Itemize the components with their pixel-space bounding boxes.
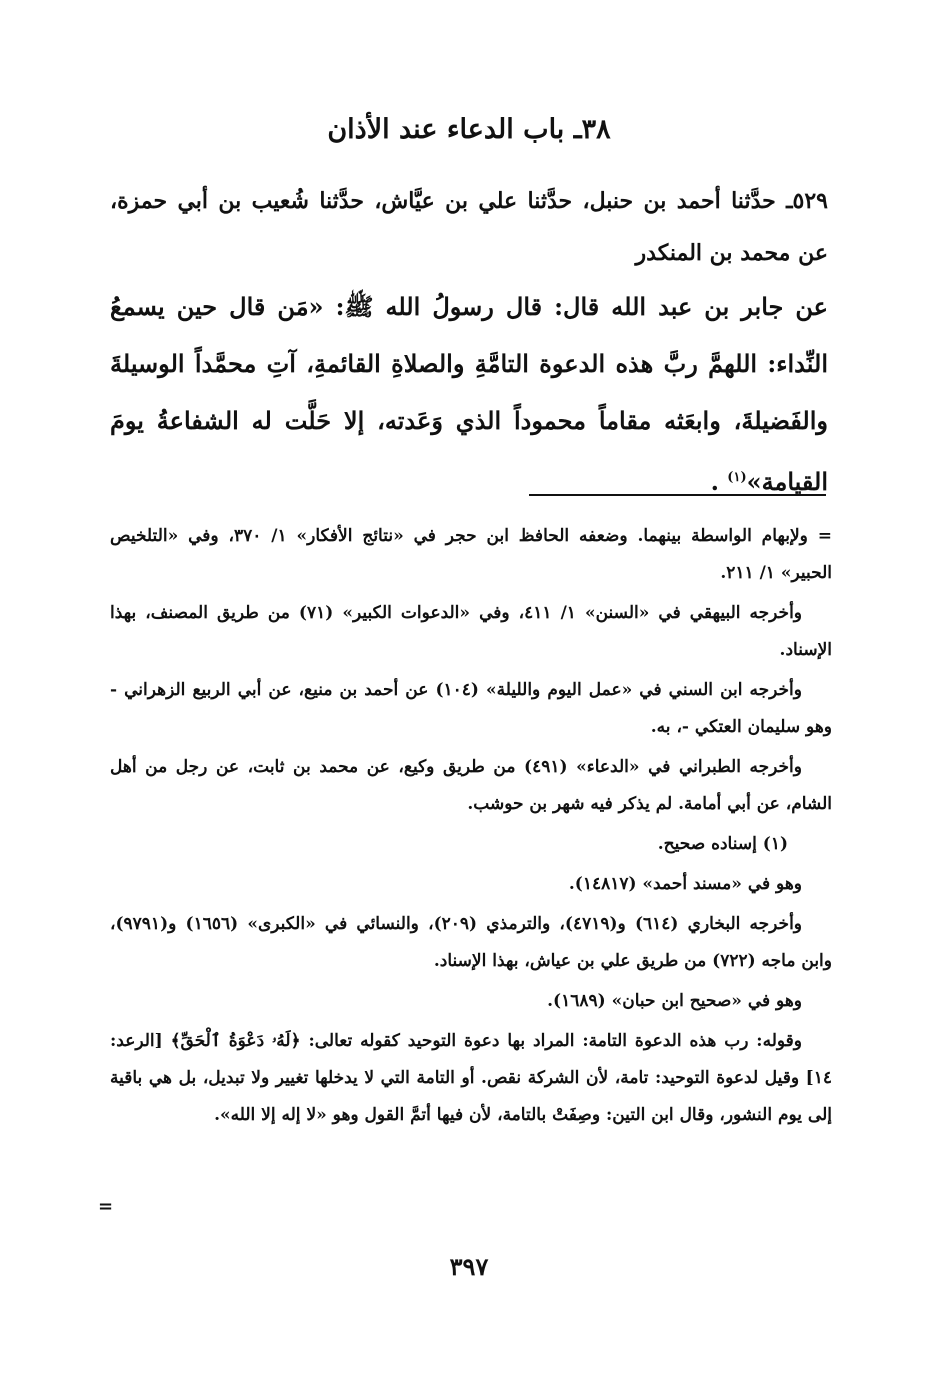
footnote-reference: (١) [727, 470, 747, 485]
page-number: ٣٩٧ [449, 1252, 489, 1281]
footnote-paragraph: وأخرجه الطبراني في «الدعاء» (٤٩١) من طريق وكيع، عن محمد بن ثابت، عن رجل من أهل الشام، عن أبي أمامة. لم يذكر فيه شهر بن حوشب. [110, 757, 832, 814]
footnote-paragraph: وأخرجه البيهقي في «السنن» ١/ ٤١١، وفي «الدعوات الكبير» (٧١) من طريق المصنف، بهذا الإسناد. [110, 603, 832, 660]
chapter-title: ٣٨ـ باب الدعاء عند الأذان [327, 114, 611, 145]
footnotes [110, 518, 832, 1137]
hadith-matn-paragraph [110, 278, 828, 510]
footnote-paragraph: وقوله: رب هذه الدعوة التامة: المراد بها دعوة التوحيد كقوله تعالى: ﴿لَهُۥ دَعْوَةُ ٱلْحَقِّ﴾ [الرعد: ١٤] وقيل لدعوة التوحيد: تامة، لأن الشركة نقص. أو التامة التي لا يدخلها تغيير ولا تبديل، بل هي باقية إلى يوم النشور، وقال ابن التين: وصِفَتْ بالتامة، لأن فيها أتمَّ القول وهو «لا إله إلا الله». [110, 1031, 832, 1125]
footnote-paragraph: = ولإبهام الواسطة بينهما. وضعفه الحافظ ابن حجر في «نتائج الأفكار» ١/ ٣٧٠، وفي «التلخيص الحبير» ١/ ٢١١. [110, 526, 832, 583]
matn-end-mark: . [710, 467, 719, 496]
footnote-paragraph: وأخرجه ابن السني في «عمل اليوم والليلة» (١٠٤) عن أحمد بن منيع، عن أبي الربيع الزهراني - وهو سليمان العتكي -، به. [110, 680, 832, 737]
hadith-matn: عن جابر بن عبد الله قال: قال رسولُ الله ﷺ: «مَن قال حين يسمعُ النِّداء: اللهمَّ ربَّ هذه الدعوة التامَّةِ والصلاةِ القائمةِ، آتِ محمَّداً الوسيلةَ والفَضيلةَ، وابعَثه مقاماً محموداً الذي وَعَدته، إلا حَلَّت له الشفاعةُ يومَ القيامة» [110, 292, 828, 496]
hadith-isnad: ٥٢٩ـ حدَّثنا أحمد بن حنبل، حدَّثنا علي بن عيَّاش، حدَّثنا شُعيب بن أبي حمزة، عن محمد بن المنكدر [110, 188, 828, 266]
footnote-paragraph: وأخرجه البخاري (٦١٤) و(٤٧١٩)، والترمذي (٢٠٩)، والنسائي في «الكبرى» (١٦٥٦) و(٩٧٩١)، وابن ماجه (٧٢٢) من طريق علي بن عياش، بهذا الإسناد. [110, 914, 832, 971]
footnote-paragraph: وهو في «صحيح ابن حبان» (١٦٨٩). [547, 991, 802, 1011]
continuation-mark: = [98, 1196, 114, 1217]
footnote-separator [529, 494, 826, 496]
footnote-paragraph: وهو في «مسند أحمد» (١٤٨١٧). [568, 874, 802, 894]
footnote-paragraph: (١) إسناده صحيح. [657, 834, 788, 854]
